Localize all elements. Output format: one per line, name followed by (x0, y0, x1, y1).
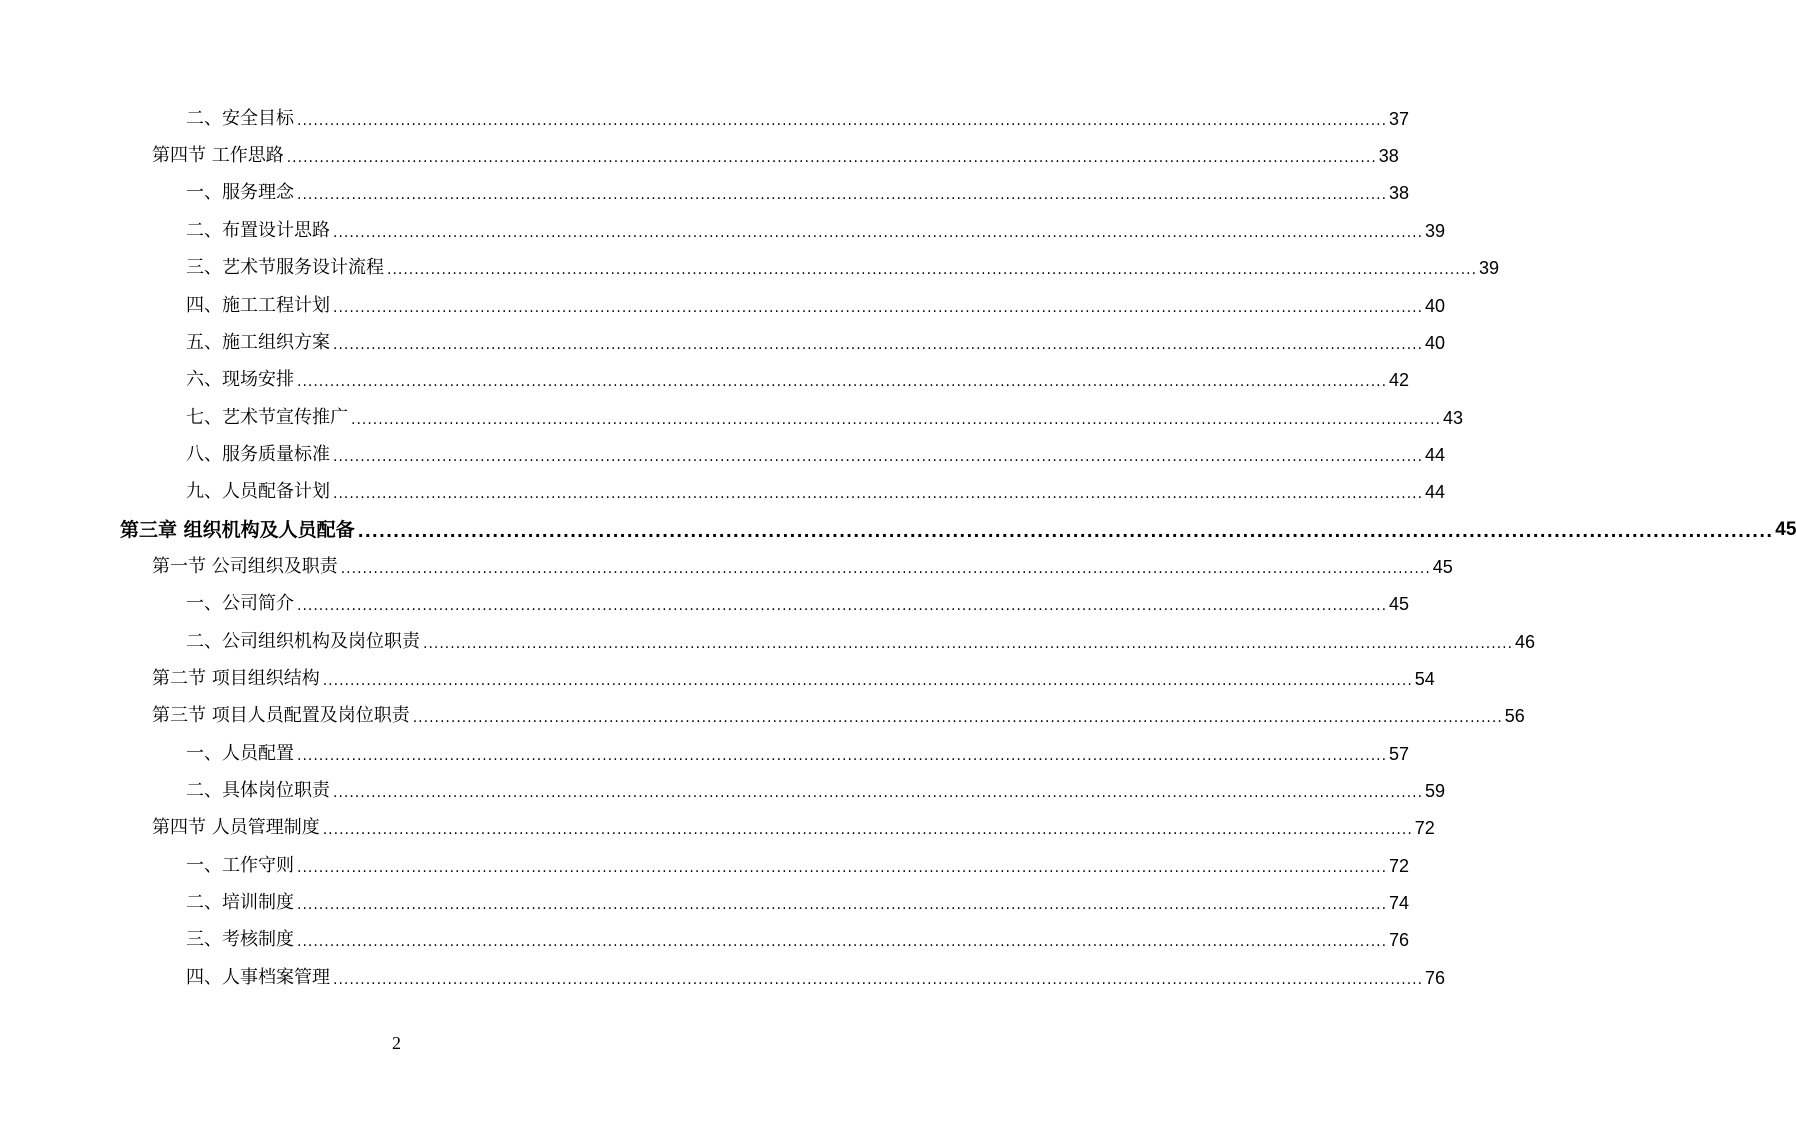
toc-entry-label: 三、艺术节服务设计流程 (186, 257, 384, 278)
toc-entry-label: 二、培训制度 (186, 892, 294, 913)
toc-entry-label: 二、公司组织机构及岗位职责 (186, 631, 420, 652)
toc-entry-page: 44 (1425, 482, 1446, 502)
dot-leader: ........................................................................................................................................................................................................ (351, 412, 1442, 428)
toc-entry-page: 72 (1389, 856, 1410, 876)
dot-leader: ........................................................................................................................................................................................................ (333, 300, 1424, 316)
dot-leader: ........................................................................................................................................................................................................ (333, 972, 1424, 988)
toc-entry-page: 72 (1414, 818, 1435, 838)
toc-entry-label: 一、工作守则 (186, 855, 294, 876)
toc-entry-page: 37 (1389, 109, 1410, 129)
dot-leader: ........................................................................................................................................................................................................ (340, 561, 1431, 577)
toc-entry-page: 38 (1378, 146, 1399, 166)
dot-leader: ........................................................................................................................................................................................................ (297, 113, 1388, 129)
dot-leader: ........................................................................................................................................................................................................ (322, 673, 1413, 689)
page-number: 2 (392, 1033, 401, 1053)
dot-leader: ........................................................................................................................................................................................................ (412, 710, 1503, 726)
toc-entry-label: 第四节 工作思路 (152, 145, 284, 166)
toc-entry-page: 44 (1425, 445, 1446, 465)
toc-entry[interactable] (0, 884, 1410, 914)
toc-entry-page: 46 (1515, 632, 1536, 652)
toc-entry-label: 七、艺术节宣传推广 (186, 407, 348, 428)
toc-entry-page: 42 (1389, 370, 1410, 390)
toc-entry-page: 59 (1425, 781, 1446, 801)
dot-leader: ........................................................................................................................................................................................................ (333, 486, 1424, 502)
toc-entry[interactable] (0, 249, 1500, 279)
toc-entry[interactable] (0, 623, 1536, 653)
toc-entry[interactable] (0, 959, 1446, 989)
toc-entry-label: 第四节 人员管理制度 (152, 817, 320, 838)
toc-entry[interactable] (0, 137, 1399, 167)
dot-leader: ........................................................................................................................................................................................................ (333, 785, 1424, 801)
dot-leader: ........................................................................................................................................................................................................ (333, 225, 1424, 241)
dot-leader: ........................................................................................................................................................................................................ (333, 337, 1424, 353)
toc-entry[interactable] (0, 436, 1446, 466)
toc-entry-label: 二、具体岗位职责 (186, 780, 330, 801)
dot-leader: ........................................................................................................................................................................................................ (297, 598, 1388, 614)
toc-entry[interactable] (0, 361, 1410, 391)
toc-entry-label: 第二节 项目组织结构 (152, 668, 320, 689)
toc-entry-page: 40 (1425, 333, 1446, 353)
toc-entry-page: 74 (1389, 893, 1410, 913)
toc-entry-page: 43 (1443, 408, 1464, 428)
toc-entry-page: 76 (1389, 930, 1410, 950)
toc-entry-label: 四、人事档案管理 (186, 967, 330, 988)
toc-entry-label: 六、现场安排 (186, 369, 294, 390)
toc-entry-label: 五、施工组织方案 (186, 332, 330, 353)
toc-entry-label: 一、人员配置 (186, 743, 294, 764)
toc-entry[interactable] (0, 324, 1446, 354)
toc-entry-label: 四、施工工程计划 (186, 295, 330, 316)
toc-entry-label: 第三章 组织机构及人员配备 (120, 519, 355, 541)
toc-entry-page: 45 (1389, 594, 1410, 614)
toc-entry[interactable] (0, 735, 1410, 765)
toc-entry-label: 三、考核制度 (186, 929, 294, 950)
toc-entry[interactable] (0, 585, 1410, 615)
dot-leader: ........................................................................................................................................................................................................ (297, 934, 1388, 950)
toc-entry[interactable] (0, 660, 1435, 690)
toc-entry-page: 45 (1775, 519, 1796, 540)
toc-entry-label: 九、人员配备计划 (186, 481, 330, 502)
toc-entry-label: 八、服务质量标准 (186, 444, 330, 465)
toc-entry[interactable] (0, 473, 1446, 503)
toc-entry-label: 二、安全目标 (186, 108, 294, 129)
toc-entry[interactable] (0, 212, 1446, 242)
toc-entry-page: 45 (1432, 557, 1453, 577)
toc-entry[interactable] (0, 921, 1410, 951)
dot-leader: ........................................................................................................................................................................................................ (387, 262, 1478, 278)
dot-leader: ........................................................................................................................................................................................................ (297, 748, 1388, 764)
dot-leader: ........................................................................................................................................................................................................ (286, 150, 1377, 166)
toc-entry[interactable] (0, 399, 1464, 429)
toc-entry-label: 一、服务理念 (186, 182, 294, 203)
dot-leader: ........................................................................................................................................................................................................ (357, 522, 1774, 541)
toc-entry-page: 57 (1389, 744, 1410, 764)
toc-entry-label: 第一节 公司组织及职责 (152, 556, 338, 577)
toc-entry-page: 56 (1504, 706, 1525, 726)
dot-leader: ........................................................................................................................................................................................................ (423, 636, 1514, 652)
toc-entry[interactable] (0, 772, 1446, 802)
toc-entry-page: 39 (1425, 221, 1446, 241)
dot-leader: ........................................................................................................................................................................................................ (333, 449, 1424, 465)
toc-entry[interactable] (0, 548, 1453, 578)
dot-leader: ........................................................................................................................................................................................................ (297, 187, 1388, 203)
toc-entry-page: 54 (1414, 669, 1435, 689)
toc-entry-page: 76 (1425, 968, 1446, 988)
toc-entry-label: 第三节 项目人员配置及岗位职责 (152, 705, 410, 726)
toc-entry[interactable] (0, 697, 1525, 727)
dot-leader: ........................................................................................................................................................................................................ (297, 860, 1388, 876)
dot-leader: ........................................................................................................................................................................................................ (297, 374, 1388, 390)
dot-leader: ........................................................................................................................................................................................................ (322, 822, 1413, 838)
toc-entry[interactable] (0, 809, 1435, 839)
toc-entry-label: 一、公司简介 (186, 593, 294, 614)
dot-leader: ........................................................................................................................................................................................................ (297, 897, 1388, 913)
toc-entry[interactable] (0, 287, 1446, 317)
toc-entry[interactable] (0, 100, 1410, 130)
toc-entry-page: 38 (1389, 183, 1410, 203)
toc-chapter-entry[interactable] (0, 511, 1796, 541)
toc-entry-page: 40 (1425, 296, 1446, 316)
toc-entry-page: 39 (1479, 258, 1500, 278)
toc-entry[interactable] (0, 174, 1410, 204)
toc-entry-label: 二、布置设计思路 (186, 220, 330, 241)
toc-entry[interactable] (0, 847, 1410, 877)
